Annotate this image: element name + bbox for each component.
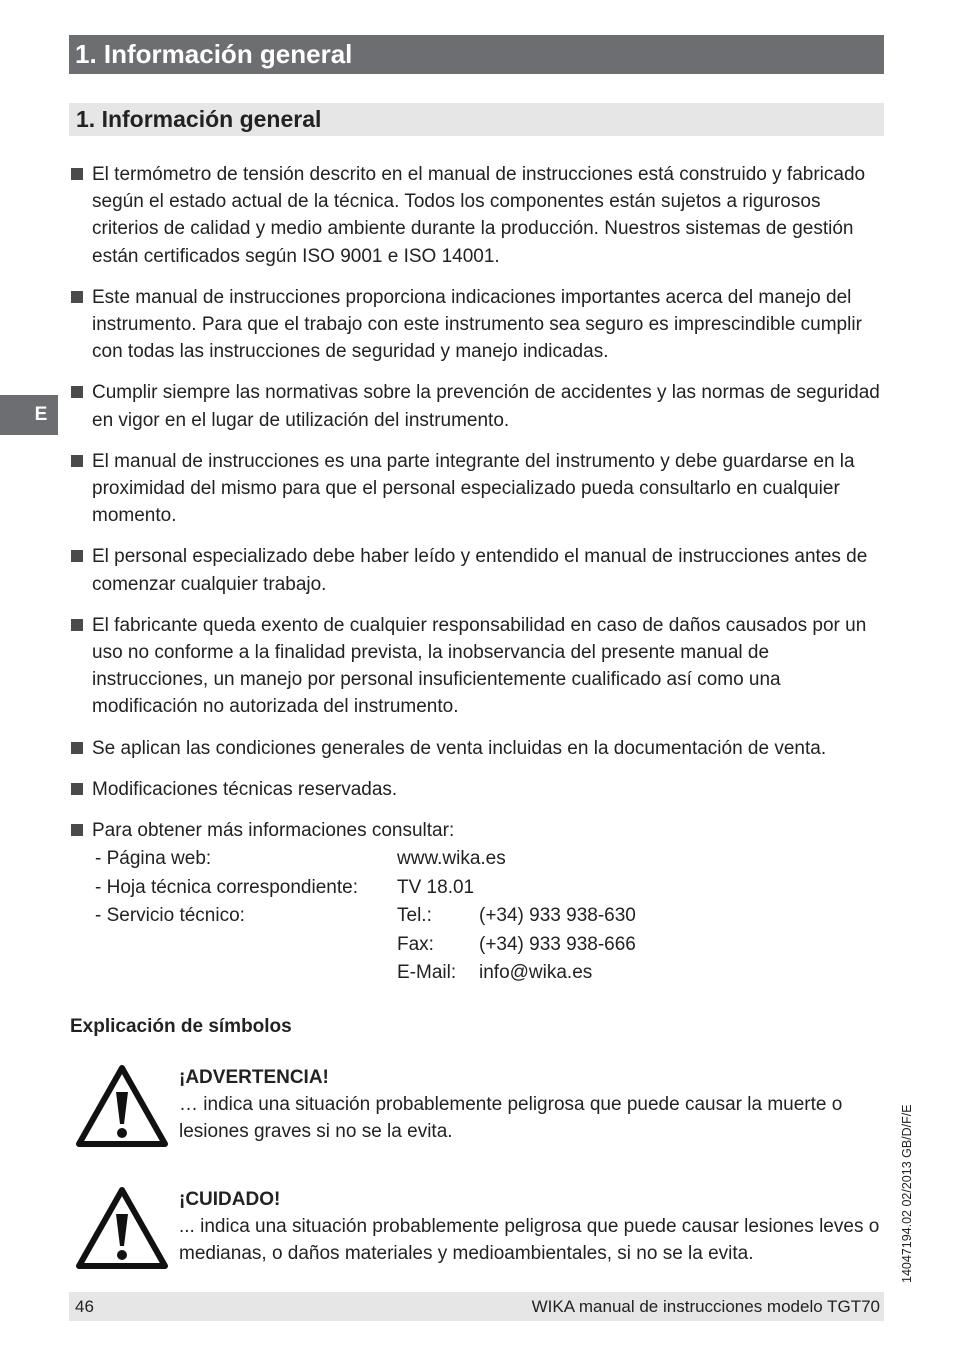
list-item (70, 612, 884, 721)
datasheet-label: - Hoja técnica correspondiente: (95, 876, 358, 898)
list-item-text: Para obtener más informaciones consultar: (92, 820, 455, 842)
list-item-text: Este manual de instrucciones proporciona indicaciones importantes acerca del manejo del instrumento. Para que el trabajo con este instrumento sea seguro es imprescindible cumplir con todas las instrucciones de seguridad y manejo indicadas. (92, 286, 862, 363)
symbols-heading: Explicación de símbolos (70, 1016, 292, 1037)
footer-title: WIKA manual de instrucciones modelo TGT70 (531, 1297, 880, 1316)
bullet-square-icon (71, 455, 83, 467)
language-tab-label: E (34, 404, 48, 425)
caution-title: ¡CUIDADO! (179, 1189, 281, 1210)
fax-label: Fax: (397, 933, 434, 955)
page-title: 1. Información general (75, 39, 353, 69)
tel-label: Tel.: (397, 905, 432, 927)
datasheet-value: TV 18.01 (397, 876, 475, 898)
list-item-text: El termómetro de tensión descrito en el manual de instrucciones está construido y fabricado según el estado actual de la técnica. Todos los componentes están sujetos a rigurosos criterios de calidad y medio ambiente durante la producción. Nuestros sistemas de gestión están certificados según ISO 9001 e ISO 14001. (92, 164, 866, 267)
bullet-square-icon (71, 550, 83, 562)
page-footer (69, 1292, 884, 1321)
page-header-bar (69, 35, 884, 74)
email-value: info@wika.es (479, 962, 593, 984)
list-item-text: El fabricante queda exento de cualquier responsabilidad en caso de daños causados por un uso no conforme a la finalidad prevista, la inobservancia del presente manual de instrucciones, un manejo por personal insuficientemente cualificado así como una modificación no autorizada del instrumento. (92, 614, 867, 718)
web-label: - Página web: (95, 848, 212, 870)
list-item-text: Modificaciones técnicas reservadas. (92, 778, 398, 800)
list-item (70, 161, 884, 270)
list-item-text: Se aplican las condiciones generales de venta incluidas en la documentación de venta. (92, 737, 827, 759)
list-item-text: Cumplir siempre las normativas sobre la prevención de accidentes y las normas de seguridad en vigor en el lugar de utilización del instrumento. (92, 382, 880, 431)
list-item (70, 776, 884, 803)
list-item (70, 379, 884, 433)
section-title: 1. Información general (76, 106, 322, 132)
document-code: 14047194.02 02/2013 GB/D/F/E (900, 1104, 914, 1283)
bullet-square-icon (71, 291, 83, 303)
bullet-square-icon (71, 386, 83, 398)
list-item-text: El manual de instrucciones es una parte integrante del instrumento y debe guardarse en la proximidad del mismo para que el personal especializado pueda consultarlo en cualquier momento. (92, 450, 855, 527)
caution-description: ... indica una situación probablemente peligrosa que puede causar lesiones leves o medianas, o daños materiales y medioambientales, si no se la evita. (179, 1216, 880, 1264)
bullet-square-icon (71, 783, 83, 795)
list-item (70, 448, 884, 530)
bullet-square-icon (71, 742, 83, 754)
list-item (70, 735, 884, 762)
page-number: 46 (75, 1297, 94, 1316)
email-label: E-Mail: (397, 962, 457, 984)
language-tab (0, 395, 58, 435)
list-item (70, 817, 884, 988)
service-label: - Servicio técnico: (95, 905, 245, 927)
section-heading-bar (69, 103, 884, 136)
web-value: www.wika.es (397, 848, 506, 870)
caution-triangle-icon (75, 1186, 169, 1270)
warning-text-block (179, 1064, 889, 1145)
warning-triangle-icon (75, 1064, 169, 1148)
bullet-list (70, 161, 884, 988)
contact-info-table (95, 845, 884, 988)
bullet-square-icon (71, 168, 83, 180)
fax-value: (+34) 933 938-666 (479, 933, 636, 955)
bullet-square-icon (71, 619, 83, 631)
list-item (70, 543, 884, 597)
list-item (70, 284, 884, 366)
tel-value: (+34) 933 938-630 (479, 905, 636, 927)
warning-description: … indica una situación probablemente peligrosa que puede causar la muerte o lesiones graves si no se la evita. (179, 1094, 843, 1142)
list-item-text: El personal especializado debe haber leído y entendido el manual de instrucciones antes de comenzar cualquier trabajo. (92, 546, 868, 595)
warning-title: ¡ADVERTENCIA! (179, 1067, 329, 1088)
bullet-square-icon (71, 824, 83, 836)
caution-text-block (179, 1186, 889, 1267)
